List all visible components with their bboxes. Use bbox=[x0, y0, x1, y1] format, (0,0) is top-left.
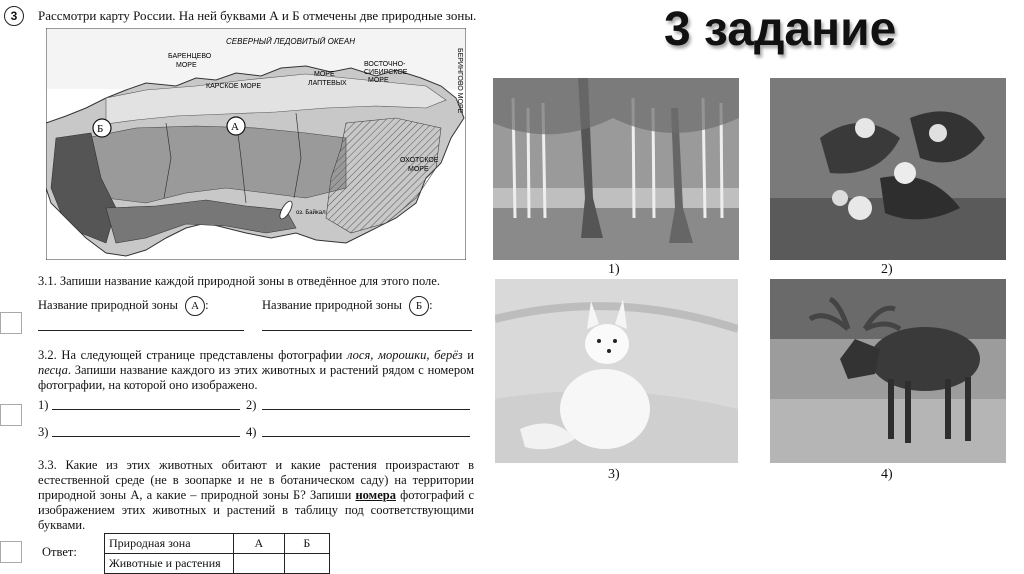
map-marker-a: А bbox=[231, 121, 239, 133]
q32-num-3: 3) bbox=[38, 425, 49, 439]
answer-table bbox=[104, 533, 330, 574]
answer-table-row bbox=[105, 554, 330, 574]
label-east-sib-2: СИБИРСКОЕ bbox=[364, 69, 408, 76]
q32-line-2[interactable] bbox=[262, 409, 470, 410]
label-okhotsk-2: МОРЕ bbox=[408, 166, 429, 173]
q32-text bbox=[38, 348, 474, 393]
label-laptev-2: ЛАПТЕВЫХ bbox=[308, 80, 347, 87]
zone-a-label-text: Название природной зоны bbox=[38, 297, 178, 312]
q32-p3: . Запиши название каждого из этих животных и растений рядом с номером фотографии, на которой оно изображено. bbox=[38, 363, 474, 392]
zone-b-label bbox=[262, 296, 433, 316]
answer-cell-a[interactable] bbox=[234, 554, 285, 574]
slide-title: 3 задание bbox=[664, 3, 897, 56]
task-number-badge: 3 bbox=[4, 6, 24, 26]
photo-3-caption: 3) bbox=[608, 467, 620, 482]
zone-b-answer-line[interactable] bbox=[262, 330, 472, 331]
zone-a-circle: А bbox=[185, 296, 205, 316]
q31-text: 3.1. Запиши название каждой природной зоны в отведённое для этого поле. bbox=[38, 274, 440, 288]
q32-line-4[interactable] bbox=[262, 436, 470, 437]
zone-a-answer-line[interactable] bbox=[38, 330, 244, 331]
q33-text bbox=[38, 458, 474, 533]
map-marker-b: Б bbox=[97, 123, 104, 135]
answer-row-label: Животные и растения bbox=[105, 554, 234, 574]
answer-checkbox-33[interactable] bbox=[0, 541, 22, 563]
q32-num-4: 4) bbox=[246, 425, 257, 439]
q32-p2: и bbox=[462, 348, 474, 362]
answer-header-a: А bbox=[234, 534, 285, 554]
label-baikal: оз. Байкал bbox=[296, 210, 326, 216]
zone-b-label-text: Название природной зоны bbox=[262, 297, 402, 312]
q33-bold: номера bbox=[355, 488, 396, 502]
answer-table-header-row bbox=[105, 534, 330, 554]
zone-b-colon: : bbox=[429, 297, 433, 312]
task-intro: Рассмотри карту России. На ней буквами А и Б отмечены две природные зоны. bbox=[38, 8, 477, 23]
answer-checkbox-31[interactable] bbox=[0, 312, 22, 334]
answer-header-zone: Природная зона bbox=[105, 534, 234, 554]
label-barents-2: МОРЕ bbox=[176, 62, 197, 69]
label-arctic-ocean: СЕВЕРНЫЙ ЛЕДОВИТЫЙ ОКЕАН bbox=[226, 37, 355, 46]
photo-4-moose bbox=[770, 279, 1006, 463]
zone-a-label bbox=[38, 296, 209, 316]
photo-2-caption: 2) bbox=[881, 262, 893, 277]
label-east-sib-1: ВОСТОЧНО- bbox=[364, 61, 406, 68]
photo-1-birches bbox=[493, 78, 739, 260]
q32-p1-italic: лося, морошки, берёз bbox=[347, 348, 463, 362]
zone-b-circle: Б bbox=[409, 296, 429, 316]
q32-num-1: 1) bbox=[38, 398, 49, 412]
photo-1-caption: 1) bbox=[608, 262, 620, 277]
q32-p1: 3.2. На следующей странице представлены фотографии bbox=[38, 348, 348, 362]
q32-num-2: 2) bbox=[246, 398, 257, 412]
q32-line-3[interactable] bbox=[52, 436, 240, 437]
answer-checkbox-32[interactable] bbox=[0, 404, 22, 426]
q32-line-1[interactable] bbox=[52, 409, 240, 410]
q32-p2-italic: песца bbox=[38, 363, 68, 377]
label-kara: КАРСКОЕ МОРЕ bbox=[206, 83, 262, 90]
label-barents-1: БАРЕНЦЕВО bbox=[168, 53, 212, 60]
photo-4-caption: 4) bbox=[881, 467, 893, 482]
q33-t1: 3.3. Какие из этих животных обитают и какие растения произрастают в естественной среде (не в зоопарке и не в ботаническом саду) на территории природной зоны А, а какие – природной зоны Б? Запиши bbox=[38, 458, 474, 502]
answer-header-b: Б bbox=[284, 534, 329, 554]
q33-t2: фотографий с изображением этих животных и растений в таблицу под соответствующими буквами. bbox=[38, 488, 474, 532]
label-bering: БЕРИНГОВО МОРЕ bbox=[456, 48, 463, 114]
photo-3-arctic-fox bbox=[495, 279, 738, 463]
label-east-sib-3: МОРЕ bbox=[368, 77, 389, 84]
answer-cell-b[interactable] bbox=[284, 554, 329, 574]
label-laptev-1: МОРЕ bbox=[314, 71, 335, 78]
answer-label: Ответ: bbox=[42, 545, 77, 559]
zone-a-colon: : bbox=[205, 297, 209, 312]
label-okhotsk-1: ОХОТСКОЕ bbox=[400, 157, 439, 164]
russia-map bbox=[46, 28, 466, 260]
photo-2-cloudberry bbox=[770, 78, 1006, 260]
